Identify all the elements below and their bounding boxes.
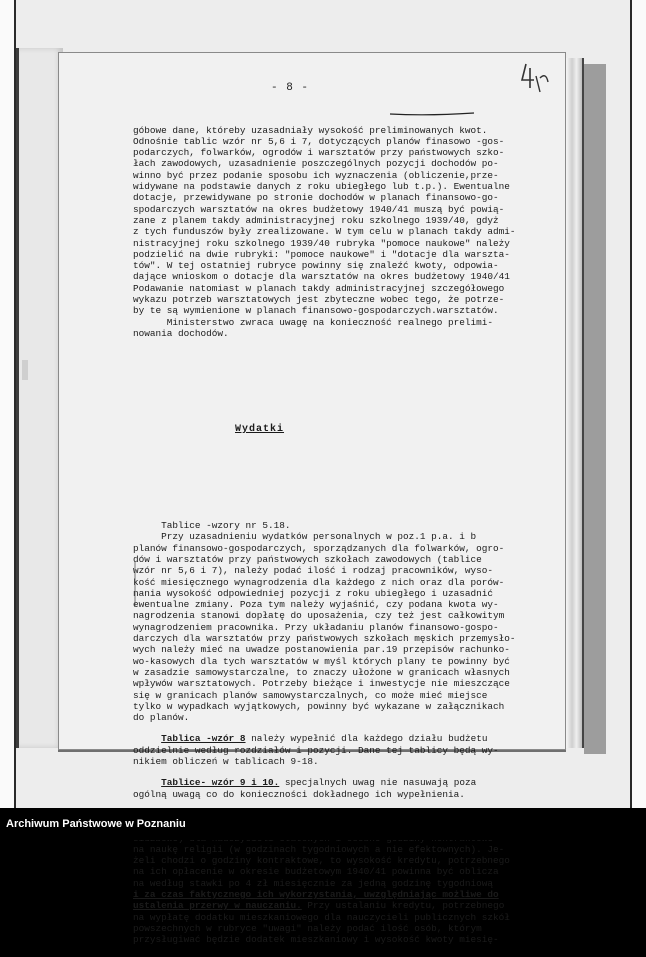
- text-line: planów finansowo-gospodarczych, sporządzanych dla folwarków, ogro-: [133, 542, 505, 554]
- text-line: na wypłatę dodatku mieszkaniowego dla nauczycieli publicznych szkół: [133, 911, 510, 923]
- text-line: nagrodzenia stanowi dopłatę do uposażenia, czy też jest całkowitym: [133, 610, 505, 622]
- text-line: oddzielnie według rozdziałów i pozycji. Dane tej tablicy będą wy-: [133, 744, 499, 756]
- text-line: kość miesięcznego wynagrodzenia dla każdego z nich oraz dla porów-: [133, 576, 505, 588]
- text-line: podzielić na dwie rubryki: "pomoce naukowe" i "dotacje dla warszta-: [133, 248, 510, 260]
- binder-edge: [16, 48, 63, 748]
- text-line: tylko w wypadkach wyjątkowych, powinny być wykazane w załącznikach: [133, 700, 505, 712]
- page-number: - 8 -: [271, 82, 310, 94]
- text-line: Tablice- wzór 9 i 10. specjalnych uwag nie nasuwają poza: [161, 777, 477, 789]
- text-line: na naukę religii (w godzinach tygodniowych a nie efektownych). Je-: [133, 843, 505, 855]
- handwritten-underline-mark: [388, 104, 478, 118]
- text-line: nowania dochodów.: [133, 327, 229, 339]
- archive-label: Archiwum Państwowe w Poznaniu: [6, 818, 186, 830]
- section-heading-wydatki: Wydatki: [235, 424, 285, 436]
- text-line: z tych funduszów były zrealizowane. W tym celu w planach takdy admi-: [133, 226, 516, 238]
- text-line: nikiem obliczeń w tablicach 9-18.: [133, 756, 319, 768]
- text-line: Odnośnie tablic wzór nr 5,6 i 7, dotyczących planów finasowo -gos-: [133, 135, 505, 147]
- scan-frame-left: [0, 0, 16, 808]
- text-line: nania wysokość odpowiedniej pozycji z roku ubiegłego i uzasadnić: [133, 587, 494, 599]
- text-line: wych należy mieć na uwadze postanowienia par.19 przepisów rachunko-: [133, 644, 510, 656]
- text-line: wpływów warsztatowych. Potrzeby bieżące i inwestycje nie mieszczące: [133, 678, 510, 690]
- wydatki-paragraph: [133, 520, 563, 723]
- margin-mark: [128, 560, 142, 610]
- scan-frame-right: [630, 0, 646, 808]
- text-line: tów". W tej ostatniej rubryce powinny się znaleźć kwoty, odpowia-: [133, 260, 499, 272]
- text-line: Podawanie natomiast w planach takdy administracyjnej szczegółowego: [133, 282, 505, 294]
- text-line: się w granicach planów samowystarczalnych, co może mieć miejsce: [133, 689, 488, 701]
- text-line: dające wnioskom o dotacje dla warsztatów na okres budżetowy 1940/41: [133, 271, 510, 283]
- text-line: Tablice -wzory nr 5.18.: [133, 520, 291, 532]
- text-line: w zasadzie samowystarczalne, to znaczy ułożone w granicach własnych: [133, 666, 510, 678]
- text-line: ewentualne zmiany. Poza tym należy wyjaśnić, czy podana kwota wy-: [133, 599, 499, 611]
- page-shadow: [584, 64, 606, 754]
- binder-hole: [22, 360, 28, 380]
- text-line: łach zawodowych, uzasadnienie poszczególnych pozycji dochodów po-: [133, 158, 499, 170]
- text-line: przysługiwać będzie dodatek mieszkaniowy i wysokość kwoty miesię-: [133, 934, 499, 946]
- text-line: widywane na podstawie danych z roku ubiegłego lub t.p.). Ewentualne: [133, 181, 510, 193]
- text-line: Ministerstwo zwraca uwagę na konieczność realnego prelimi-: [133, 316, 494, 328]
- handwritten-folio-number: [514, 58, 554, 98]
- text-line: winno być przez podanie sposobu ich wyznaczenia (obliczenie,prze-: [133, 169, 499, 181]
- text-line: by te są wymienione w planach finansowo-gospodarczych.warsztatów.: [133, 305, 499, 317]
- text-line: nistracyjnej roku szkolnego 1939/40 rubryka "pomoce naukowe" należy: [133, 237, 510, 249]
- text-line: wzór nr 5,6 i 7), należy podać ilość i rodzaj pracowników, wyso-: [133, 565, 494, 577]
- text-line: na według stawki po 4 zł miesięcznie za jedną godzinę tygodniową: [133, 877, 494, 889]
- text-line: ogólną uwagą co do konieczności dokładnego ich wypełnienia.: [133, 788, 465, 800]
- text-line: góbowe dane, któreby uzasadniały wysokość preliminowanych kwot.: [133, 124, 488, 136]
- wydatki-paragraph: [133, 733, 563, 767]
- text-line: Tablica -wzór 8 należy wypełnić dla każdego działu budżetu: [161, 733, 488, 745]
- text-line: wykazu potrzeb warsztatowych jest zbyteczne wobec tego, że potrze-: [133, 294, 505, 306]
- wydatki-section: [133, 520, 563, 945]
- text-line: dotacje, przewidywane po stronie dochodów w planach finansowo-go-: [133, 192, 499, 204]
- intro-paragraph: [133, 125, 563, 340]
- text-line: i za czas faktycznego ich wykorzystania, uwzględniając możliwe do: [133, 889, 499, 900]
- text-line: do planów.: [133, 712, 190, 724]
- text-line: spodarczych warsztatów na okres budżetowy 1940/41 muszą być powią-: [133, 203, 505, 215]
- wydatki-paragraph: [133, 777, 563, 800]
- text-line: żeli chodzi o godziny kontraktowe, to wysokość kredytu, potrzebnego: [133, 855, 510, 867]
- text-line: wo-kasowych dla tych warsztatów w myśl których plany te powinny być: [133, 655, 510, 667]
- text-line: darczych dla warsztatów przy państwowych szkołach męskich przemysło-: [133, 633, 516, 645]
- text-line: powszechnych w rubryce "uwagi" należy podać ilość osób, którym: [133, 922, 482, 934]
- text-line: Przy uzasadnieniu wydatków personalnych w poz.1 p.a. i b: [133, 531, 477, 543]
- text-line: na ich opłacenie w okresie budżetowym 1940/41 powinna być oblicza: [133, 866, 499, 878]
- text-line: wynagrodzeniem pracownika. Przy układaniu planów finansowo-gospo-: [133, 621, 499, 633]
- text-line: zane z planem takdy administracyjnej roku szkolnego 1939/40, gdyż: [133, 214, 499, 226]
- text-line: ustalenia przerwy w nauczaniu. Przy ustalaniu kredytu, potrzebnego: [133, 900, 505, 912]
- text-line: podarczych, folwarków, ogrodów i warsztatów przy państwowych szko-: [133, 147, 505, 159]
- text-line: dów i warsztatów przy państwowych szkołach zawodowych (tablice: [133, 553, 482, 565]
